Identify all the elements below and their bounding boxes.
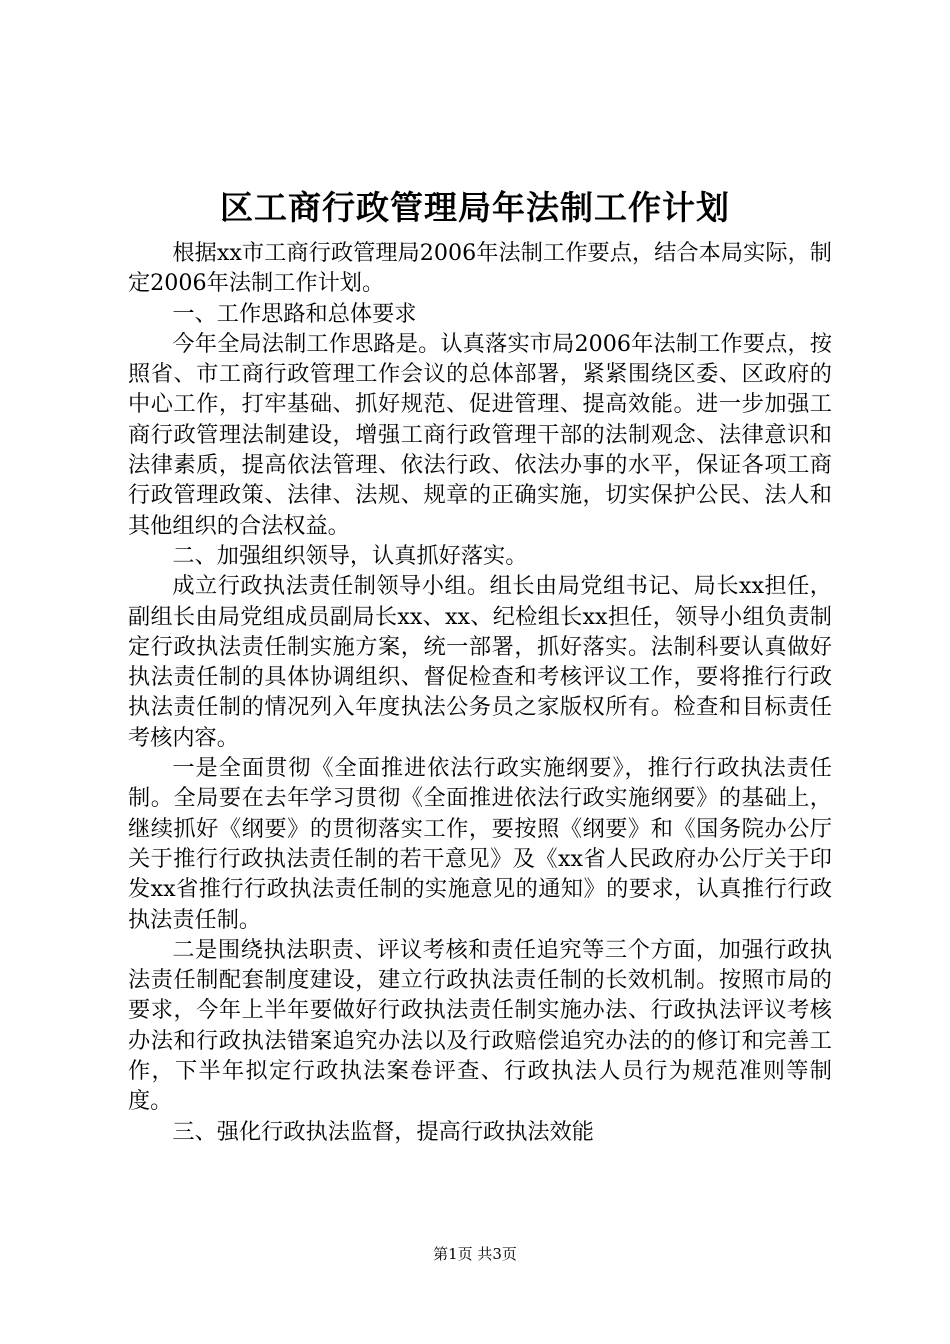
paragraph-section-1: 今年全局法制工作思路是。认真落实市局2006年法制工作要点，按照省、市工商行政管理工作会议的总体部署，紧紧围绕区委、区政府的中心工作，打牢基础、抓好规范、促进管理、提高效能。进一步加强工商行政管理法制建设，增强工商行政管理干部的法制观念、法律意识和法律素质，提高依法管理、依法行政、依法办事的水平，保证各项工商行政管理政策、法律、法规、规章的正确实施，切实保护公民、法人和其他组织的合法权益。 [128, 330, 832, 539]
paragraph-item-1: 一是全面贯彻《全面推进依法行政实施纲要》，推行行政执法责任制。全局要在去年学习贯彻《全面推进依法行政实施纲要》的基础上，继续抓好《纲要》的贯彻落实工作，要按照《纲要》和《国务院办公厅关于推行行政执法责任制的若干意见》及《xx省人民政府办公厅关于印发xx省推行行政执法责任制的实施意见的通知》的要求，认真推行行政执法责任制。 [128, 755, 832, 933]
heading-section-2: 二、加强组织领导，认真抓好落实。 [172, 542, 528, 569]
paragraph-section-2: 成立行政执法责任制领导小组。组长由局党组书记、局长xx担任，副组长由局党组成员副局长xx、xx、纪检组长xx担任，领导小组负责制定行政执法责任制实施方案，统一部署，抓好落实。法制科要认真做好执法责任制的具体协调组织、督促检查和考核评议工作，要将推行行政执法责任制的情况列入年度执法公务员之家版权所有。检查和目标责任考核内容。 [128, 573, 832, 751]
paragraph-intro: 根据xx市工商行政管理局2006年法制工作要点，结合本局实际，制定2006年法制工作计划。 [128, 240, 832, 297]
heading-section-3: 三、强化行政执法监督，提高行政执法效能 [172, 1118, 594, 1145]
heading-section-1: 一、工作思路和总体要求 [172, 300, 417, 327]
paragraph-item-2: 二是围绕执法职责、评议考核和责任追究等三个方面，加强行政执法责任制配套制度建设，建立行政执法责任制的长效机制。按照市局的要求，今年上半年要做好行政执法责任制实施办法、行政执法评议考核办法和行政执法错案追究办法以及行政赔偿追究办法的的修订和完善工作，下半年拟定行政执法案卷评查、行政执法人员行为规范准则等制度。 [128, 936, 832, 1115]
page-number-footer: 第1页 共3页 [433, 1245, 517, 1263]
document-body [128, 238, 832, 1147]
document-title: 区工商行政管理局年法制工作计划 [220, 188, 730, 227]
